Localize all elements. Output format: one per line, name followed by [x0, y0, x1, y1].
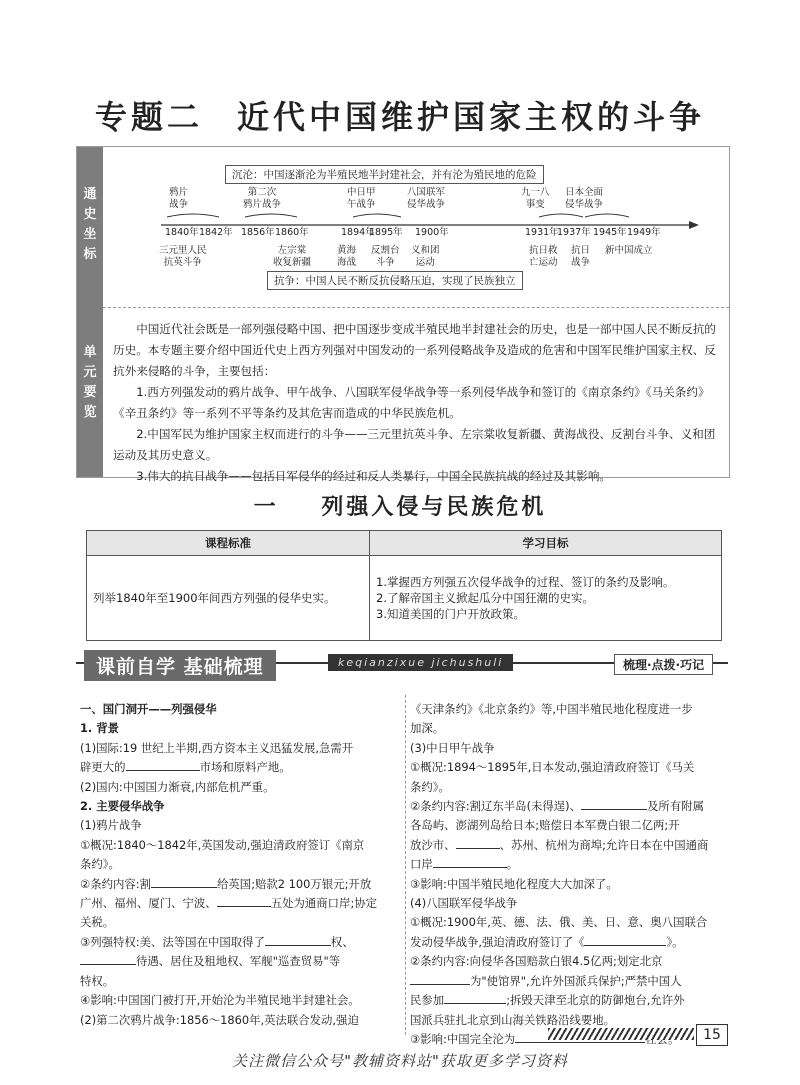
year-1895: 1895年	[369, 227, 403, 238]
line-en-content: ②条约内容:向侵华各国赔款白银4.5亿两;划定北京	[410, 954, 663, 969]
year-1860: 1860年	[275, 227, 309, 238]
year-1945: 1945年	[593, 227, 627, 238]
right-column	[410, 700, 730, 1049]
year-1842: 1842年	[199, 227, 233, 238]
line-legation: 为"使馆界",允许外国派兵保护;严禁中国人	[410, 972, 730, 991]
blank-4[interactable]	[265, 933, 331, 946]
overview-label: 单 元 要 览	[83, 345, 97, 420]
blank-7[interactable]	[456, 836, 500, 849]
line-privileges: ③列强特权:美、法等国在中国取得了 权、	[80, 934, 354, 949]
box-sidebar	[77, 147, 103, 477]
year-1856: 1856年	[241, 227, 275, 238]
blank-1[interactable]	[126, 758, 200, 771]
left-column	[80, 700, 400, 1030]
line-xinchou: 发动侵华战争,强迫清政府签订了《 》。	[410, 934, 684, 949]
topic-box	[76, 146, 730, 483]
line-troops: 国派兵驻扎北京到山海关铁路沿线要地。	[410, 1012, 616, 1027]
line-shimonoseki: 条约》。	[410, 779, 450, 794]
blank-9[interactable]	[584, 933, 666, 946]
band-slogan: 梳理·点拨·巧记	[614, 654, 713, 675]
event-anti-japanese-war: 抗日 战争	[571, 245, 591, 268]
box-divider	[103, 307, 729, 308]
header-goals: 学习目标	[370, 531, 722, 556]
line-second-opium: (2)第二次鸦片战争:1856～1860年,英法联合发动,强迫	[80, 1012, 359, 1027]
line-treatment: 待遇、居住及租地权、军舰"巡查贸易"等	[80, 952, 400, 971]
heading-background: 1. 背景	[80, 721, 119, 736]
overview-item-3: 3.伟大的抗日战争——包括日军侵华的经过和反人类暴行，中国全民族抗战的经过及其影响。	[136, 469, 612, 483]
timeline-arrow	[689, 221, 699, 229]
line-en-impact: ③影响:中国完全沦为	[410, 1030, 730, 1049]
line-tariff: 关税。	[80, 915, 115, 930]
standards-table	[86, 530, 722, 641]
overview-item-2: 2.中国军民为维护国家主权而进行的斗争——三元里抗英斗争、左宗棠收复新疆、黄海战役、反割台斗争、义和团运动及其历史意义。	[113, 427, 716, 462]
blank-5[interactable]	[80, 952, 136, 965]
topic-name: 近代中国维护国家主权的斗争	[237, 98, 706, 136]
year-1900: 1900年	[415, 227, 449, 238]
timeline-label: 通 史 坐 标	[83, 187, 97, 262]
blank-6[interactable]	[581, 797, 647, 810]
brace-second-opium	[245, 214, 297, 217]
section-number: 一	[253, 495, 279, 520]
year-1840: 1840年	[165, 227, 199, 238]
goal-3: 3.知道美国的门户开放政策。	[376, 607, 525, 621]
event-918: 九一八 事变	[521, 187, 550, 210]
decline-banner: 沉沦：中国逐渐沦为半殖民地半封建社会，并有沦为殖民地的危险	[225, 165, 544, 184]
brace-full-war	[585, 214, 629, 217]
line-ports: 广州、福州、厦门、宁波、 五处为通商口岸;协定	[80, 896, 378, 911]
blank-10[interactable]	[410, 972, 470, 985]
section-name: 列强入侵与民族危机	[321, 495, 547, 520]
event-eight-nation: 八国联军 侵华战争	[407, 187, 446, 210]
line-deepened: 加深。	[410, 721, 445, 736]
event-anti-cession: 反割台 斗争	[371, 245, 400, 268]
line-islands: 各岛屿、澎湖列岛给日本;赔偿日本军费白银二亿两;开	[410, 818, 680, 833]
band-title: 课前自学 基础梳理	[84, 650, 276, 681]
blank-11[interactable]	[444, 991, 506, 1004]
line-eight-nation: (4)八国联军侵华战争	[410, 896, 518, 911]
overview-item-1: 1.西方列强发动的鸦片战争、甲午战争、八国联军侵华战争等一系列侵华战争和签订的《南京条约》《马关条约》《辛丑条约》等一系列不平等条约及其危害而造成的中华民族危机。	[113, 385, 710, 420]
line-treaty-content: ②条约内容:割 给英国;赔款2 100万银元;开放	[80, 876, 372, 891]
brace-918	[539, 214, 583, 217]
year-1931: 1931年	[525, 227, 559, 238]
line-en-overview: ①概况:1900年,英、德、法、俄、美、日、意、奥八国联合	[410, 915, 708, 930]
event-yellow-sea: 黄海 海战	[337, 245, 357, 268]
year-1894: 1894年	[341, 227, 375, 238]
line-market: 辟更大的 市场和原料产地。	[80, 760, 291, 775]
line-sj-overview: ①概况:1894～1895年,日本发动,强迫清政府签订《马关	[410, 760, 695, 775]
event-prc-founded: 新中国成立	[605, 245, 653, 256]
overview-text	[113, 319, 723, 487]
event-full-war: 日本全面 侵华战争	[565, 187, 604, 210]
topic-number: 专题二	[94, 98, 203, 136]
page-number: 15	[696, 1024, 728, 1046]
goal-2: 2.了解帝国主义掀起瓜分中国狂潮的史实。	[376, 591, 594, 605]
band-pinyin: keqianzixue jichushuli	[328, 654, 513, 671]
section-title	[0, 490, 800, 521]
heading-gate-opened: 一、国门洞开——列强侵华	[80, 702, 217, 716]
self-study-band	[76, 650, 728, 678]
brace-sino-japanese	[353, 214, 401, 217]
line-international: (1)国际:19 世纪上半期,西方资本主义迅猛发展,急需开	[80, 740, 354, 755]
line-open-ports: 放沙市、 、苏州、杭州为商埠;允许日本在中国通商	[410, 837, 709, 852]
standard-cell: 列举1840年至1900年间西方列强的侵华史实。	[87, 556, 370, 641]
blank-8[interactable]	[433, 855, 507, 868]
overview-intro: 中国近代社会既是一部列强侵略中国、把中国逐步变成半殖民地半封建社会的历史，也是一部中国人民不断反抗的历史。本专题主要介绍中国近代史上西方列强对中国发动的一系列侵略战争及造成的危害和中国军民维护国家主权、反抗外来侵略的斗争，主要包括：	[113, 322, 716, 378]
event-second-opium-war: 第二次 鸦片战争	[243, 187, 282, 210]
line-ban: 民参加 ;拆毁天津至北京的防御炮台,允许外	[410, 993, 685, 1008]
year-1949: 1949年	[627, 227, 661, 238]
line-nanjing-treaty: 条约》。	[80, 857, 120, 872]
event-sino-japanese-war: 中日甲 午战争	[347, 187, 376, 210]
goals-cell	[370, 556, 722, 641]
line-sino-japanese: (3)中日甲午战争	[410, 740, 495, 755]
line-domestic: (2)国内:中国国力渐衰,内部危机严重。	[80, 779, 275, 794]
event-sanyuanli: 三元里人民 抗英斗争	[159, 245, 207, 268]
heading-main-wars: 2. 主要侵华战争	[80, 799, 165, 814]
struggle-banner: 抗争：中国人民不断反抗侵略压迫，实现了民族独立	[267, 271, 523, 290]
line-special-rights: 特权。	[80, 973, 115, 988]
line-opium-overview: ①概况:1840～1842年,英国发动,强迫清政府签订《南京	[80, 837, 365, 852]
year-1937: 1937年	[557, 227, 591, 238]
footer-note: 关注微信公众号"教辅资料站"获取更多学习资料	[232, 1052, 568, 1070]
line-sj-content: ②条约内容:割辽东半岛(未得逞)、 及所有附属	[410, 799, 704, 814]
goal-1: 1.掌握西方列强五次侵华战争的过程、签订的条约及影响。	[376, 575, 675, 589]
event-opium-war: 鸦片 战争	[169, 187, 189, 210]
line-opium-war: (1)鸦片战争	[80, 818, 142, 833]
column-divider	[405, 695, 406, 1035]
line-factories: 口岸 。	[410, 857, 519, 872]
event-zuo-xinjiang: 左宗棠 收复新疆	[273, 245, 312, 268]
header-standard: 课程标准	[87, 531, 370, 556]
line-opium-impact: ④影响:中国国门被打开,开始沦为半殖民地半封建社会。	[80, 993, 360, 1008]
blank-3[interactable]	[217, 894, 271, 907]
page-number-hatch	[548, 1028, 694, 1040]
brace-opium	[167, 214, 219, 217]
line-sj-impact: ③影响:中国半殖民地化程度大大加深了。	[410, 876, 618, 891]
event-resistance-movement: 抗日救 亡运动	[529, 245, 558, 268]
blank-2[interactable]	[151, 875, 217, 888]
event-boxer: 义和团 运动	[411, 245, 440, 268]
line-tianjin-beijing: 《天津条约》《北京条约》等,中国半殖民地化程度进一步	[410, 702, 693, 716]
page-title	[0, 92, 800, 138]
